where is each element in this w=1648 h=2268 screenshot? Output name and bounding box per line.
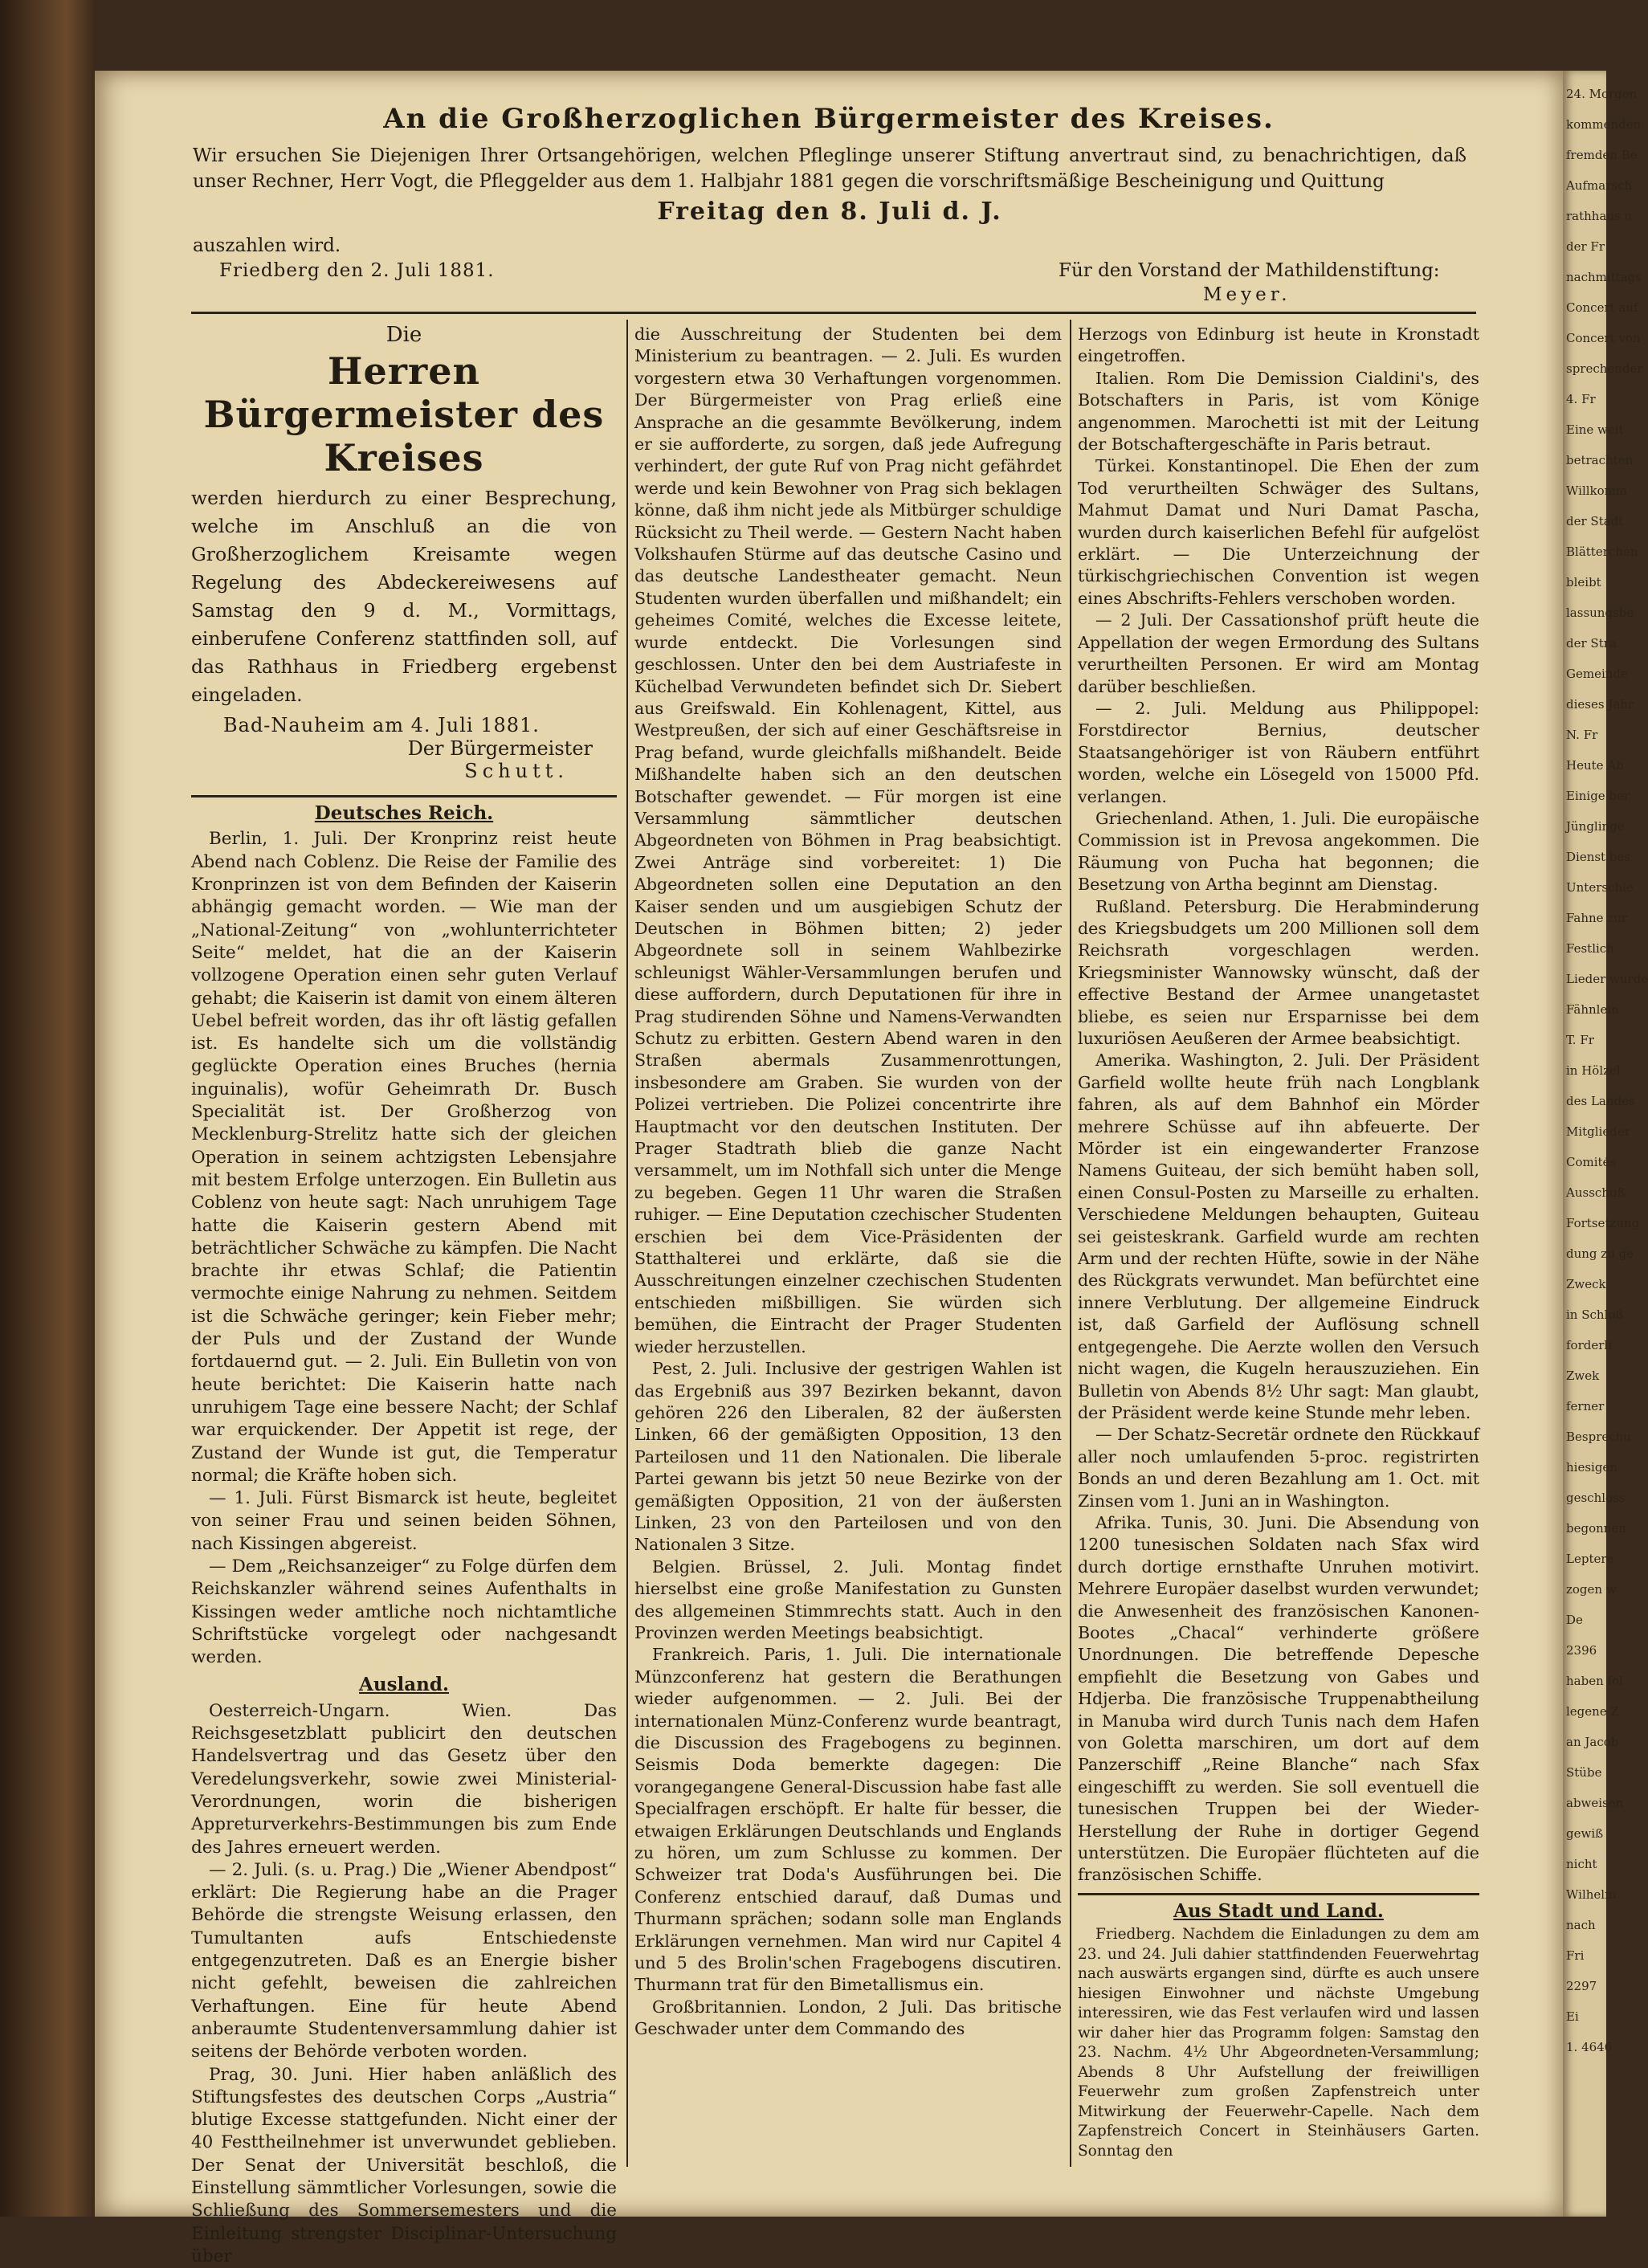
article-schatz-secretaer: — Der Schatz-Secretär ordnete den Rückkauf aller noch umlaufenden 5-proc. registrirten Bonds an und deren Bezahlung am 1. Oct. mit Zinsen vom 1. Juni an in Washington. <box>1078 1425 1479 1511</box>
margin-fragment: Concert von <box>1566 331 1641 345</box>
margin-fragment: Comités <box>1566 1155 1617 1169</box>
margin-fragment: Heute Ab <box>1566 758 1624 773</box>
article-afrika: Afrika. Tunis, 30. Juni. Die Absendung von 1200 tunesischen Soldaten nach Sfax wird durch dortige ernsthafte Unruhen motivirt. Mehrere Europäer daselbst wurden verwundet; die Anwesenheit des französischen Kanonen-Bootes „Chacal“ verhinderte größere Unordnungen. Die betreffende Depesche empfiehlt die Besetzung von Gabes und Hdjerba. Die französische Truppenabtheilung in Manuba wird durch Tunis nach dem Hafen von Goletta marschiren, um dort auf dem Panzerschiff „Reine Blanche“ nach Sfax eingeschifft zu werden. Sie soll eventuell die tunesischen Truppen bei der Wieder-Herstellung der Ruhe in dortiger Gegend unterstützen. Die Europäer flüchteten auf die französischen Schiffe. <box>1078 1512 1479 1885</box>
margin-fragment: lassungsbe <box>1566 606 1634 620</box>
margin-fragment: 24. Morgen <box>1566 87 1638 101</box>
margin-fragment: des Landes <box>1566 1094 1635 1108</box>
announcement-die: Die <box>385 323 422 347</box>
article-bismarck: — 1. Juli. Fürst Bismarck ist heute, begleitet von seiner Frau und seinen beiden Söhnen, nach Kissingen abgereist. <box>191 1488 617 1554</box>
margin-fragment: zogen w <box>1566 1582 1617 1597</box>
margin-fragment: abweisen <box>1566 1796 1624 1810</box>
margin-fragment: nicht <box>1566 1857 1597 1871</box>
notice-signer: Für den Vorstand der Mathildenstiftung: <box>1059 260 1440 281</box>
article-friedberg: Friedberg. Nachdem die Einladungen zu dem am 23. und 24. Juli dahier stattfindenden Feuerwehrtag nach auswärts ergangen sind, dürfte es auch unsere hiesigen Einwohner und nächste Umgebung interessiren, wie das Fest verlaufen wird und lassen wir daher hier das Programm folgen: Samstag den 23. Nachm. 4½ Uhr Abgeordneten-Versammlung; Abends 8 Uhr Aufstellung der freiwilligen Feuerwehr zum großen Zapfenstreich unter Mitwirkung der Feuerwehr-Capelle. Nach dem Zapfenstreich Concert in Steinhäusers Garten. Sonntag den <box>1078 1926 1479 2160</box>
article-reichsanzeiger: — Dem „Reichsanzeiger“ zu Folge dürfen dem Reichskanzler während seines Aufenthalts in Kissingen weder amtliche noch nichtamtliche Schriftstücke vorgelegt oder nachgesandt werden. <box>191 1556 617 1668</box>
margin-fragment: Festlich <box>1566 941 1614 956</box>
margin-fragment: der Fr <box>1566 239 1605 254</box>
notice-date-line: Freitag den 8. Juli d. J. <box>657 198 1002 226</box>
margin-fragment: Fähnlein <box>1566 1002 1619 1017</box>
article-griechenland: Griechenland. Athen, 1. Juli. Die europäische Commission ist in Prevosa angekommen. Die Räumung von Pucha hat begonnen; die Besetzung von Artha beginnt am Dienstag. <box>1078 808 1479 895</box>
margin-fragment: der Stadt <box>1566 514 1624 528</box>
margin-fragment: Ei <box>1566 2009 1579 2024</box>
article-oesterreich: Oesterreich-Ungarn. Wien. Das Reichsgesetzblatt publicirt den deutschen Handelsvertrag und das Gesetz über den Veredelungsverkehr, sowie zwei Ministerial-Verordnungen, worin die bisherigen Appreturverkehrs-Bestimmungen bis zum Ende des Jahres erneuert werden. <box>191 1700 617 1858</box>
margin-fragment: De <box>1566 1613 1583 1627</box>
book-binding <box>0 0 95 2217</box>
margin-fragment: Fri <box>1566 1948 1585 1963</box>
margin-fragment: 2297 <box>1566 1979 1597 1993</box>
announcement-role: Der Bürgermeister <box>407 736 593 760</box>
margin-fragment: bleibt <box>1566 575 1601 589</box>
article-amerika: Amerika. Washington, 2. Juli. Der Präsident Garfield wollte heute früh nach Longblank fahren, als auf dem Bahnhof ein Mörder mehrere Schüsse auf ihn abfeuerte. Der Mörder ist ein eingewanderter Franzose Namens Guiteau, der sich bemüht haben soll, einen Consul-Posten zu Marseille zu erhalten. Verschiedene Meldungen behaupten, Guiteau sei geisteskrank. Garfield wurde am rechten Arm und der rechten Hüfte, sowie in der Nähe des Rückgrats verwundet. Man befürchtet eine innere Verblutung. Der allgemeine Eindruck ist, daß Garfield der Auflösung schnell entgegengehe. Die Aerzte wollen den Versuch nicht wagen, die Kugeln herauszuziehen. Ein Bulletin von Abends 8½ Uhr sagt: Man glaubt, der Präsident werde keine Stunde mehr leben. <box>1078 1050 1479 1422</box>
article-england-cont: Herzogs von Edinburg ist heute in Kronstadt eingetroffen. <box>1078 324 1479 366</box>
article-berlin: Berlin, 1. Juli. Der Kronprinz reist heute Abend nach Coblenz. Die Reise der Familie des Kronprinzen ist von dem Befinden der Kaiserin abhängig gemacht worden. — Wie man der „National-Zeitung“ von „wohlunterrichteter Seite“ meldet, hat die an der Kaiserin vollzogene Operation einen sehr guten Verlauf gehabt; die Kaiserin ist damit von einem älteren Uebel befreit worden, das ihr oft lästig gefallen ist. Es handelte sich um die vollständig geglückte Operation eines Bruches (hernia inguinalis), wofür Geheimrath Dr. Busch Specialität ist. Der Großherzog von Mecklenburg-Strelitz hatte sich der gleichen Operation in seinem achtzigsten Lebensjahre mit bestem Erfolge unterzogen. Ein Bulletin aus Coblenz von heute sagt: Nach unruhigem Tage hatte die Kaiserin gestern Abend mit beträchtlicher Schwäche zu kämpfen. Die Nacht brachte ihr etwas Schlaf; die Patientin vermochte einige Nahrung zu nehmen. Seitdem ist die Schwäche geringer; kein Fieber mehr; der Puls und der Zustand der Wunde fortdauernd gut. — 2. Juli. Ein Bulletin von von heute berichtet: Die Kaiserin hatte nach unruhigem Tage eine bessere Nacht; der Schlaf war erquickender. Der Appetit ist rege, der Zustand der Wunde ist gut, die Temperatur normal; die Kräfte hoben sich. <box>191 829 617 1486</box>
margin-fragment: Concert auf <box>1566 300 1638 315</box>
margin-fragment: dieses Jahr <box>1566 697 1634 712</box>
margin-fragment: Fortsetzung <box>1566 1216 1640 1230</box>
margin-fragment: begonnen <box>1566 1521 1626 1536</box>
article-pest: Pest, 2. Juli. Inclusive der gestrigen Wahlen ist das Ergebniß aus 397 Bezirken bekannt, davon gehören 226 den Liberalen, 82 der äußersten Linken, 66 der gemäßigten Opposition, 13 den Parteilosen und 11 den Nationalen. Die liberale Partei gewann bis jetzt 50 neue Bezirke von der gemäßigten Opposition, 21 von der äußersten Linken, 23 von den Parteilosen und von den Nationalen 3 Sitze. <box>634 1359 1062 1555</box>
margin-fragment: gewiß <box>1566 1826 1604 1841</box>
margin-fragment: sprechender <box>1566 361 1643 376</box>
margin-fragment: in Hölzel <box>1566 1063 1621 1078</box>
margin-fragment: 1. 4646 <box>1566 2040 1613 2054</box>
heading-deutsches-reich: Deutsches Reich. <box>314 802 494 825</box>
margin-fragment: T. Fr <box>1566 1033 1594 1047</box>
margin-fragment: Aufmarsch <box>1566 178 1633 193</box>
notice-tail: auszahlen wird. <box>193 235 341 256</box>
column-divider <box>626 320 628 2167</box>
column-2 <box>634 324 1062 2041</box>
margin-fragment: dung zu ge <box>1566 1246 1634 1261</box>
margin-fragment: nach <box>1566 1918 1596 1932</box>
margin-fragment: der Stra <box>1566 636 1617 651</box>
section-divider <box>191 795 617 797</box>
margin-fragment: Fahne zur <box>1566 911 1628 925</box>
article-wiener-abendpost: — 2. Juli. (s. u. Prag.) Die „Wiener Abendpost“ erklärt: Die Regierung habe an die Prager Behörde die strengste Weisung erlassen, den Tumultanten aufs Entschiedenste entgegenzutreten. Daß es an Energie bisher nicht gefehlt, beweisen die zahlreichen Verhaftungen. Eine für heute Abend anberaumte Studentenversammlung dahier ist seitens der Behörde verboten worden. <box>191 1859 617 2062</box>
margin-fragment: 2396 <box>1566 1643 1597 1658</box>
column-3 <box>1078 324 1479 2161</box>
article-tuerkei: Türkei. Konstantinopel. Die Ehen der zum Tod verurtheilten Schwäger des Sultans, Mahmut Damat und Nuri Damat Pascha, wurden durch kaiserlichen Befehl für aufgelöst erklärt. — Die Unterzeichnung der türkischgriechischen Convention ist wegen eines Abschrifts-Fehlers verschoben worden. <box>1078 456 1479 608</box>
margin-fragment: kommenden <box>1566 117 1642 132</box>
margin-fragment: Blätterchen <box>1566 545 1638 559</box>
article-philippopel: — 2. Juli. Meldung aus Philippopel: Forstdirector Bernius, deutscher Staatsangehöriger ist von Räubern entführt worden, welche ein Lösegeld von 15000 Pfd. verlangen. <box>1078 698 1479 806</box>
margin-fragment: rathhaus u <box>1566 209 1633 223</box>
margin-fragment: Dienst bes <box>1566 850 1631 864</box>
margin-fragment: an Jacob <box>1566 1735 1619 1749</box>
newspaper-page <box>95 71 1563 2266</box>
local-news <box>1078 1925 1479 2161</box>
announcement-title: Herren Bürgermeister des Kreises <box>203 349 605 480</box>
margin-fragment: Besprechu <box>1566 1430 1631 1444</box>
margin-fragment: Mitglieder <box>1566 1124 1630 1139</box>
margin-fragment: Ausschuß <box>1566 1185 1626 1200</box>
heading-ausland: Ausland. <box>359 1674 449 1696</box>
margin-fragment: Zwek <box>1566 1369 1600 1383</box>
margin-fragment: betrachten <box>1566 453 1634 467</box>
notice-title: An die Großherzoglichen Bürgermeister des Kreises. <box>383 103 1275 135</box>
margin-fragment: Lieder wurde <box>1566 972 1648 986</box>
article-italien: Italien. Rom Die Demission Cialdini's, des Botschafters in Paris, ist vom Könige angenommen. Marochetti ist mit der Leitung der Botschaftergeschäfte in Paris betraut. <box>1078 368 1479 455</box>
article-russland: Rußland. Petersburg. Die Herabminderung des Kriegsbudgets um 200 Millionen soll dem Reichsrath vorgeschlagen werden. Kriegsminister Wannowsky wünscht, daß der effective Bestand der Armee unangetastet bliebe, es seien nur Ersparnisse bei dem luxuriösen Aeußeren der Armee beabsichtigt. <box>1078 896 1479 1048</box>
article-prag: Prag, 30. Juni. Hier haben anläßlich des Stiftungsfestes des deutschen Corps „Austria“ blutige Excesse stattgefunden. Nicht einer der 40 Festtheilnehmer ist unverwundet geblieben. Der Senat der Universität beschloß, die Einstellung sämmtlicher Vorlesungen, sowie die Schließung des Sommersemesters und die Einleitung strengster Disciplinar-Untersuchung über <box>191 2064 617 2266</box>
column-1 <box>191 324 617 2268</box>
article-belgien: Belgien. Brüssel, 2. Juli. Montag findet hierselbst eine große Manifestation zu Gunsten des allgemeinen Stimmrechts statt. Auch in den Provinzen werden Meetings beabsichtigt. <box>634 1556 1062 1642</box>
article-prag-cont: die Ausschreitung der Studenten bei dem Ministerium zu beantragen. — 2. Juli. Es wurden vorgestern etwa 30 Verhaftungen vorgenommen. Der Bürgermeister von Prag erließ eine Ansprache an die gesammte Bevölkerung, indem er sie aufforderte, zu sorgen, daß jede Aufregung verhindert, der gute Ruf von Prag nicht gefährdet werde und kein Bewohner von Prag sich beklagen könne, daß ihm nicht jede als Mitbürger schuldige Rücksicht zu Theil werde. — Gestern Nacht haben Volkshaufen Stürme auf das deutsche Casino und das deutsche Landestheater gemacht. Neun Studenten wurden überfallen und mißhandelt; ein geheimes Comité, welches die Excesse leitete, wurde entdeckt. Die Vorlesungen sind geschlossen. Unter den bei dem Austriafeste in Küchelbad Verwundeten befindet sich Dr. Siebert aus Greifswald. Ein Kohlenagent, Kittel, aus Westpreußen, der sich auf einer Geschäftsreise in Prag befand, wurde gleichfalls mißhandelt. Beide Mißhandelte haben sich an den deutschen Botschafter gewendet. — Für morgen ist eine Versammlung sämmtlicher deutschen Abgeordneten von Böhmen in Prag beabsichtigt. Zwei Anträge sind vorbereitet: 1) Die Abgeordneten sollen eine Deputation an den Kaiser senden und um ausgiebigen Schutz der Deutschen in Böhmen bitten; 2) jeder Abgeordnete soll in seinem Wahlbezirke schleunigst Wähler-Versammlungen berufen und diese auffordern, durch Deputationen für ihre in Prag studirenden Söhne und Namens-Verwandten Schutz zu erbitten. Gestern Abend waren in den Straßen abermals Zusammenrottungen, insbesondere am Graben. Sie wurden von der Polizei vertrieben. Die Polizei concentrirte ihre Hauptmacht vor den deutschen Instituten. Der Prager Stadtrath blieb die ganze Nacht versammelt, um im Nothfall sich unter die Menge zu begeben. Gegen 11 Uhr waren die Straßen ruhiger. — Eine Deputation czechischer Studenten erschien bei dem Vice-Präsidenten der Statthalterei und erklärte, daß sie die Ausschreitungen einzelner czechischen Studenten entschieden mißbilligen. Sie würden sich bemühen, die Eintracht der Prager Studenten wieder herzustellen. <box>634 324 1062 1356</box>
margin-fragment: N. Fr <box>1566 728 1598 742</box>
margin-fragment: Gemeinde <box>1566 667 1628 681</box>
top-divider <box>191 312 1476 314</box>
announcement-name: Schutt. <box>464 759 569 782</box>
margin-fragment: Leptere <box>1566 1552 1614 1566</box>
margin-fragment: Eine weit <box>1566 422 1624 437</box>
margin-fragment: in Schloß <box>1566 1307 1624 1322</box>
article-cassationshof: — 2 Juli. Der Cassationshof prüft heute die Appellation der wegen Ermordung des Sultans verurtheilten Personen. Er wird am Montag darüber beschließen. <box>1078 610 1479 696</box>
margin-fragment: ferner <box>1566 1399 1605 1413</box>
article-frankreich: Frankreich. Paris, 1. Juli. Die internationale Münzconferenz hat gestern die Berathungen wieder aufgenommen. — 2. Juli. Bei der internationalen Münz-Conferenz wurde beantragt, die Discussion des Fragebogens zu beginnen. Seismis Doda bemerkte dagegen: Die vorangegangene General-Discussion habe fast alle Specialfragen erschöpft. Er halte für besser, die etwaigen Erklärungen Deutschlands und Englands zu hören, um zum Schlusse zu kommen. Der Schweizer trat Doda's Ausführungen bei. Die Conferenz entschied darauf, daß Dumas und Thurmann sprächen; sodann solle man Englands Erklärungen vernehmen. Man wird nur Capitel 4 und 5 des Brolin'schen Fragebogens discutiren. Thurmann trat für den Bimetallismus ein. <box>634 1645 1062 1995</box>
announcement-body: werden hierdurch zu einer Besprechung, welche im Anschluß an die von Großherzoglichem Kreisamte wegen Regelung des Abdeckereiwesens auf Samstag den 9 d. M., Vormittags, einberufene Conferenz stattfinden soll, auf das Rathhaus in Friedberg ergebenst eingeladen. <box>191 487 617 707</box>
margin-fragment: haben fol <box>1566 1674 1623 1688</box>
margin-fragment: 4. Fr <box>1566 392 1596 406</box>
margin-fragment: Einige ber <box>1566 789 1630 803</box>
notice-place-date: Friedberg den 2. Juli 1881. <box>219 260 495 281</box>
column-divider <box>1070 320 1071 2167</box>
adjacent-page-edge <box>1563 71 1648 2217</box>
notice-body: Wir ersuchen Sie Diejenigen Ihrer Ortsangehörigen, welchen Pfleglinge unserer Stiftung anvertraut sind, zu benachrichtigen, daß unser Rechner, Herr Vogt, die Pfleggelder aus dem 1. Halbjahr 1881 gegen die vorschriftsmäßige Bescheinigung und Quittung <box>193 145 1466 192</box>
notice-signer-name: Meyer. <box>1203 284 1291 305</box>
margin-fragment: Stübe <box>1566 1765 1602 1780</box>
section-divider <box>1078 1893 1479 1895</box>
margin-fragment: legene Z <box>1566 1704 1619 1719</box>
margin-fragment: nachmittags <box>1566 270 1642 284</box>
heading-aus-stadt-und-land: Aus Stadt und Land. <box>1173 1899 1384 1922</box>
margin-fragment: Willkomm <box>1566 483 1628 498</box>
margin-fragment: hiesigen <box>1566 1460 1617 1475</box>
margin-fragment: Unterschie <box>1566 880 1634 895</box>
margin-fragment: fremden Be <box>1566 148 1638 162</box>
article-grossbritannien: Großbritannien. London, 2 Juli. Das britische Geschwader unter dem Commando des <box>634 1997 1062 2039</box>
margin-fragment: forderli <box>1566 1338 1612 1352</box>
margin-fragment: Zweck <box>1566 1277 1606 1291</box>
margin-fragment: Wilhelm <box>1566 1887 1617 1902</box>
margin-fragment: geschloss <box>1566 1491 1626 1505</box>
announcement-place-date: Bad-Nauheim am 4. Juli 1881. <box>223 714 540 737</box>
margin-fragment: Jünglinge <box>1566 819 1625 834</box>
